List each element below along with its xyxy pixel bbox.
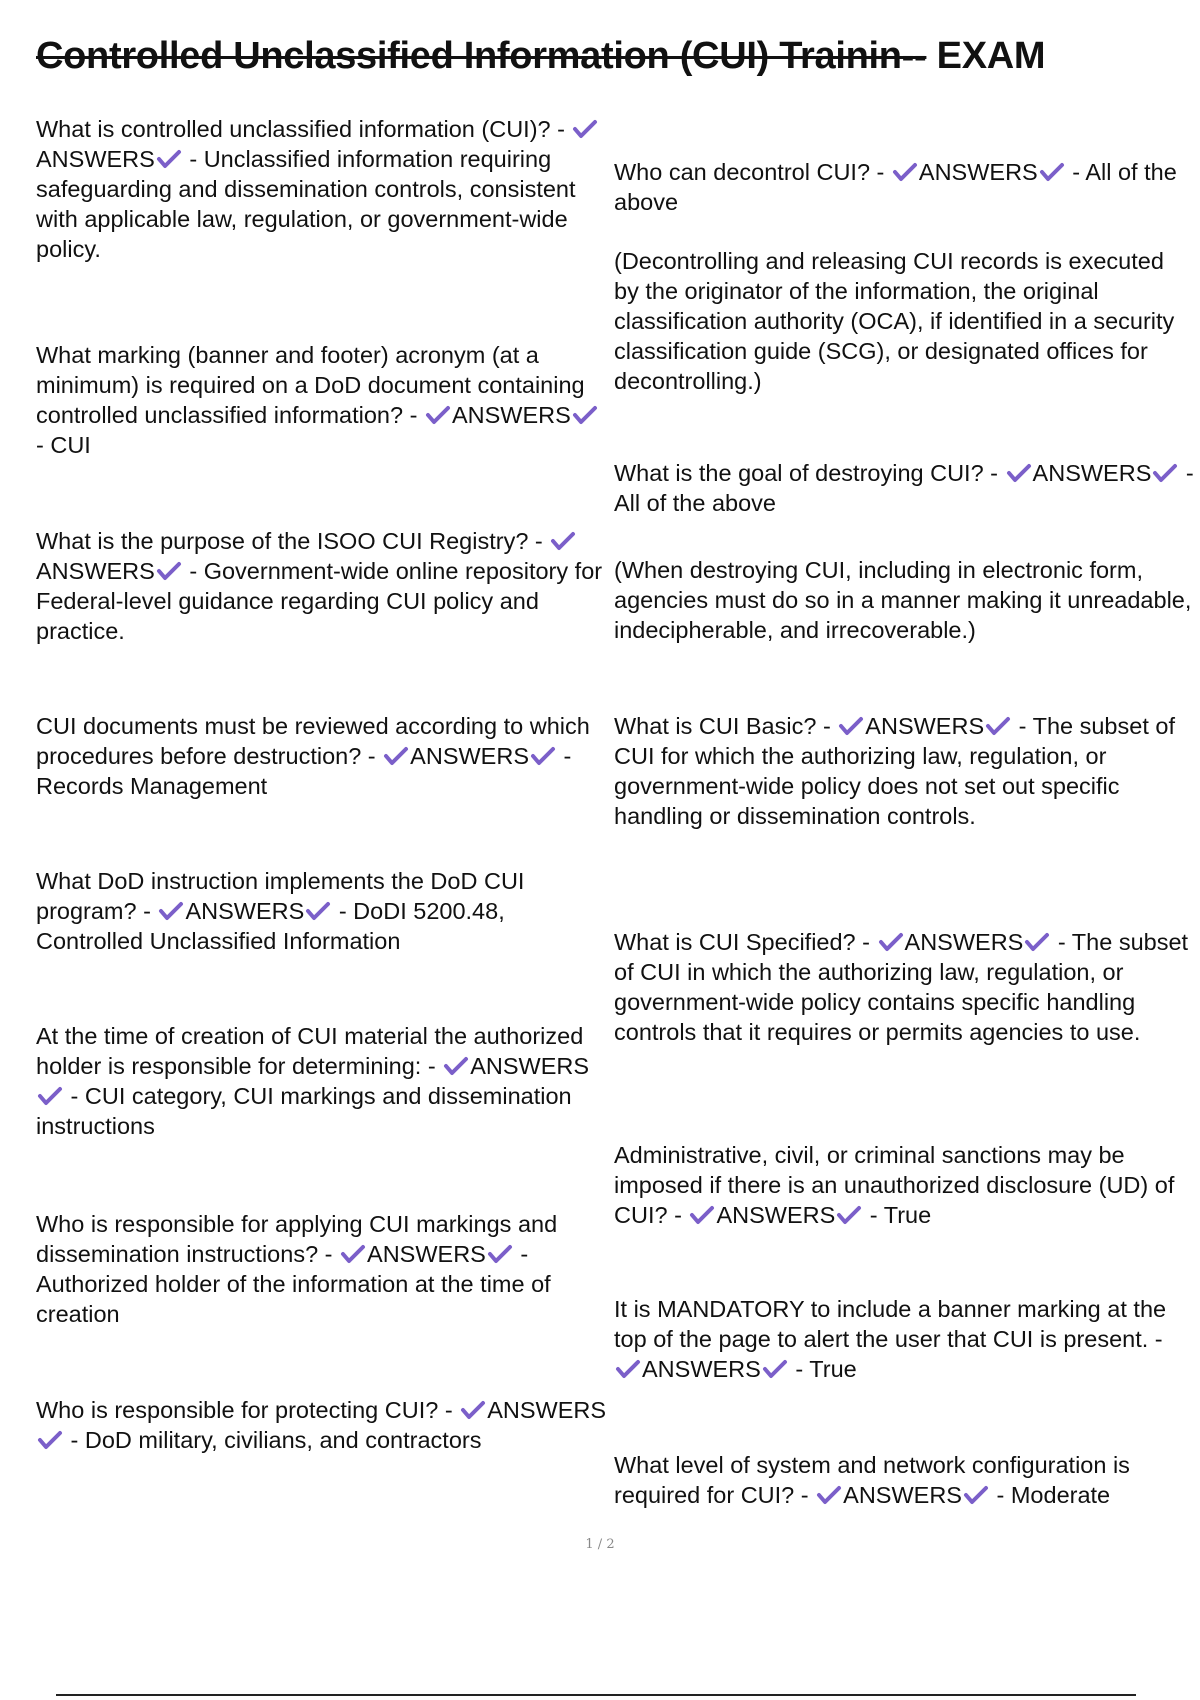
answers-label: ANSWERS: [865, 713, 985, 739]
question-text: CUI documents must be reviewed according to which procedures before destruction? -: [36, 713, 590, 769]
check-icon: [486, 1243, 514, 1265]
question-text: What level of system and network configuration is required for CUI? -: [614, 1452, 1130, 1508]
question-text: At the time of creation of CUI material the authorized holder is responsible for determining: -: [36, 1023, 584, 1079]
answer-text: - All of the above: [614, 159, 1177, 215]
document-title: [36, 30, 1045, 82]
question-text: What is the goal of destroying CUI? -: [614, 460, 1005, 486]
check-icon: [891, 161, 919, 183]
check-icon: [571, 118, 599, 140]
answer-text: - True: [863, 1202, 932, 1228]
question-text: What marking (banner and footer) acronym (at a minimum) is required on a DoD document containing controlled unclassified information? -: [36, 342, 585, 428]
qa-item: [614, 458, 1194, 518]
answers-label: ANSWERS: [410, 743, 529, 769]
check-icon: [1023, 931, 1051, 953]
check-icon: [835, 1204, 863, 1226]
answers-label: ANSWERS: [843, 1482, 962, 1508]
explanation-note: (Decontrolling and releasing CUI records is executed by the originator of the information, the original classification authority (OCA), if identified in a security classification guide (SCG), or designated offices for decontrolling.): [614, 248, 1175, 394]
check-icon: [339, 1243, 367, 1265]
check-icon: [1038, 161, 1066, 183]
qa-item: [614, 1450, 1194, 1510]
qa-item: [614, 927, 1194, 1047]
check-icon: [761, 1358, 789, 1380]
check-icon: [877, 931, 905, 953]
question-text: What DoD instruction implements the DoD CUI program? -: [36, 868, 525, 924]
answers-label: ANSWERS: [470, 1053, 590, 1079]
answer-text: - Government-wide online repository for Federal-level guidance regarding CUI policy and practice.: [36, 558, 603, 644]
check-icon: [984, 715, 1012, 737]
qa-item: [614, 711, 1194, 831]
question-text: What is CUI Specified? -: [614, 929, 877, 955]
check-icon: [304, 900, 332, 922]
qa-item: [36, 340, 611, 460]
answer-text: - Unclassified information requiring safeguarding and dissemination controls, consistent with applicable law, regulation, or government-wide policy.: [36, 146, 576, 262]
qa-item: [614, 1294, 1194, 1384]
document-title-suffix: EXAM: [926, 35, 1046, 77]
answers-label: ANSWERS: [904, 929, 1024, 955]
answer-text: - DoD military, civilians, and contractors: [64, 1427, 482, 1453]
question-text: What is controlled unclassified information (CUI)? -: [36, 116, 572, 142]
qa-item: [614, 157, 1194, 217]
question-text: What is CUI Basic? -: [614, 713, 838, 739]
question-text: It is MANDATORY to include a banner marking at the top of the page to alert the user that CUI is present. -: [614, 1296, 1167, 1352]
answers-label: ANSWERS: [451, 402, 571, 428]
check-icon: [549, 530, 577, 552]
answer-text: - Moderate: [989, 1482, 1111, 1508]
answer-text: - CUI category, CUI markings and dissemination instructions: [36, 1083, 572, 1139]
check-icon: [614, 1358, 642, 1380]
question-text: Administrative, civil, or criminal sanctions may be imposed if there is an unauthorized disclosure (UD) of CUI? -: [614, 1142, 1175, 1228]
qa-item: [36, 114, 611, 264]
check-icon: [688, 1204, 716, 1226]
answer-text: - The subset of CUI in which the authorizing law, regulation, or government-wide policy contains specific handling controls that it requires or permits agencies to use.: [614, 929, 1189, 1045]
qa-item: [36, 1209, 611, 1329]
document-title-struck: Controlled Unclassified Information (CUI) Trainin--: [36, 35, 927, 77]
answer-text: - Authorized holder of the information at the time of creation: [36, 1241, 551, 1327]
check-icon: [962, 1484, 990, 1506]
check-icon: [571, 404, 599, 426]
answer-text: - True: [788, 1356, 857, 1382]
question-text: Who can decontrol CUI? -: [614, 159, 891, 185]
answer-text: - All of the above: [614, 460, 1194, 516]
answers-label: ANSWERS: [1032, 460, 1152, 486]
check-icon: [1151, 462, 1179, 484]
answer-text: - The subset of CUI for which the authorizing law, regulation, or government-wide policy does not set out specific handling or dissemination controls.: [614, 713, 1175, 829]
explanation-note: (When destroying CUI, including in electronic form, agencies must do so in a manner making it unreadable, indecipherable, and irrecoverable.): [614, 557, 1192, 643]
answer-text: - Records Management: [36, 743, 572, 799]
qa-item: [614, 1140, 1194, 1230]
bottom-divider: [56, 1694, 1136, 1696]
check-icon: [442, 1055, 470, 1077]
answers-label: ANSWERS: [487, 1397, 607, 1423]
check-icon: [459, 1399, 487, 1421]
answer-text: - DoDI 5200.48, Controlled Unclassified Information: [36, 898, 505, 954]
question-text: Who is responsible for applying CUI markings and dissemination instructions? -: [36, 1211, 558, 1267]
check-icon: [382, 745, 410, 767]
answers-label: ANSWERS: [36, 558, 155, 584]
check-icon: [815, 1484, 843, 1506]
answers-label: ANSWERS: [716, 1202, 836, 1228]
check-icon: [837, 715, 865, 737]
check-icon: [155, 560, 183, 582]
question-text: Who is responsible for protecting CUI? -: [36, 1397, 460, 1423]
page-number: 1 / 2: [585, 1537, 615, 1552]
answers-label: ANSWERS: [36, 146, 155, 172]
qa-item: [36, 1395, 611, 1455]
answers-label: ANSWERS: [918, 159, 1038, 185]
question-text: What is the purpose of the ISOO CUI Registry? -: [36, 528, 550, 554]
check-icon: [157, 900, 185, 922]
check-icon: [529, 745, 557, 767]
answer-text: - CUI: [36, 432, 91, 458]
answers-label: ANSWERS: [185, 898, 305, 924]
check-icon: [155, 148, 183, 170]
check-icon: [36, 1429, 64, 1451]
check-icon: [424, 404, 452, 426]
qa-item: [36, 711, 611, 801]
check-icon: [1005, 462, 1033, 484]
answers-label: ANSWERS: [642, 1356, 761, 1382]
answers-label: ANSWERS: [367, 1241, 486, 1267]
qa-item: [36, 866, 611, 956]
qa-item: [36, 526, 611, 646]
qa-item: [36, 1021, 611, 1141]
check-icon: [36, 1085, 64, 1107]
